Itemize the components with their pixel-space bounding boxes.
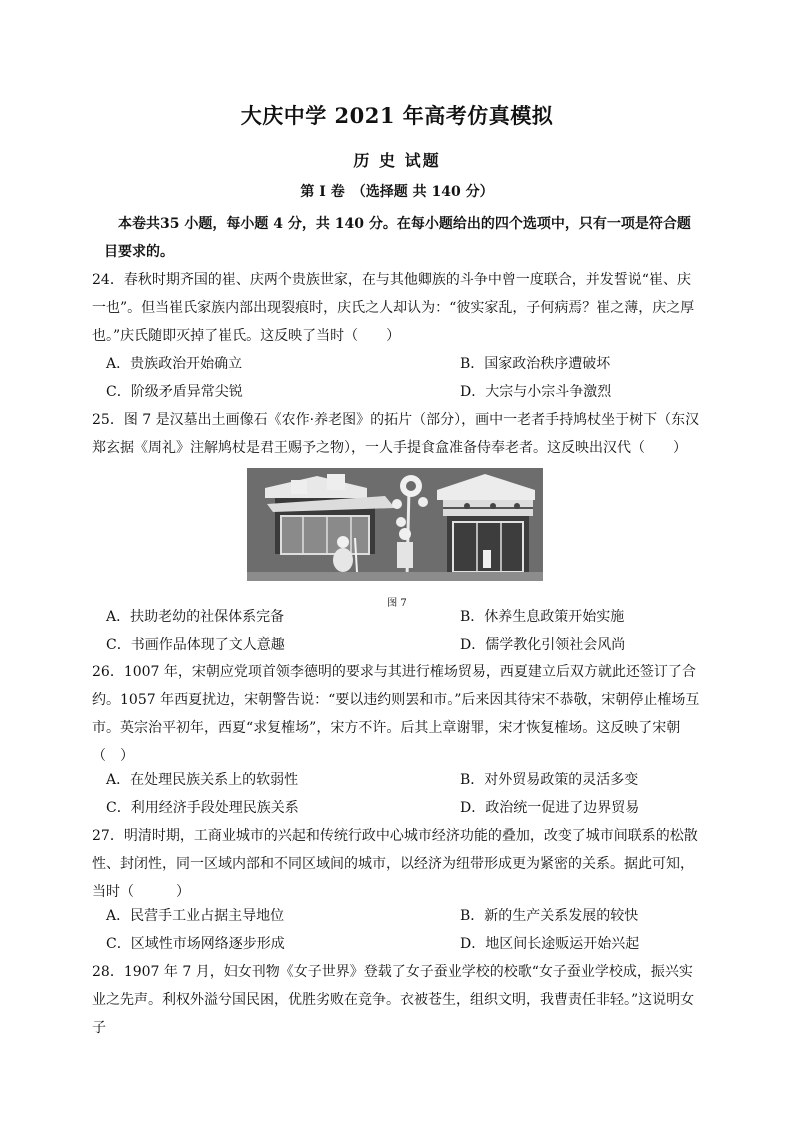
option-b[interactable]: B．新的生产关系发展的较快 — [460, 908, 639, 924]
option-c[interactable]: C．书画作品体现了文人意趣 — [106, 637, 285, 653]
question-24-stem: 24．春秋时期齐国的崔、庆两个贵族世家，在与其他卿族的斗争中曾一度联合，并发誓说“崔、庆一也”。但当崔氏家族内部出现裂痕时，庆氏之人却认为：“彼实家乱，子何病焉？崔之薄，庆之厚也。”庆氏随即灭掉了崔氏。这反映了当时（ ） — [92, 272, 695, 344]
option-b[interactable]: B．对外贸易政策的灵活多变 — [460, 772, 639, 788]
option-c[interactable]: C．区域性市场网络逐步形成 — [106, 936, 285, 952]
subject-title: 历 史 试题 — [353, 151, 441, 170]
option-a[interactable]: A．贵族政治开始确立 — [106, 356, 243, 372]
exam-title: 大庆中学 2021 年高考仿真模拟 — [240, 103, 554, 128]
question-26-options — [92, 766, 702, 822]
option-a[interactable]: A．扶助老幼的社保体系完备 — [106, 609, 285, 625]
options-row — [92, 794, 702, 822]
option-a[interactable]: A．民营手工业占据主导地位 — [106, 908, 285, 924]
options-row — [92, 930, 702, 958]
options-row — [92, 378, 702, 406]
option-d[interactable]: D．政治统一促进了边界贸易 — [460, 800, 640, 816]
question-27-options — [92, 902, 702, 958]
question-25-options — [92, 603, 702, 659]
option-d[interactable]: D．儒学教化引领社会风尚 — [460, 637, 626, 653]
question-25-stem: 25．图 7 是汉墓出土画像石《农作·养老图》的拓片（部分），画中一老者手持鸠杖坐于树下（东汉郑玄据《周礼》注解鸠杖是君王赐予之物），一人手提食盒准备侍奉老者。这反映出汉代（ ） — [92, 412, 700, 456]
question-24-options — [92, 350, 702, 406]
option-b[interactable]: B．国家政治秩序遭破坏 — [460, 356, 611, 372]
question-26-stem: 26．1007 年，宋朝应党项首领李德明的要求与其进行榷场贸易，西夏建立后双方就此还签订了合约。1057 年西夏扰边，宋朝警告说：“要以违约则罢和市。”后来因其待宋不恭敬，宋朝停止榷场互市。英宗治平初年，西夏“求复榷场”，宋方不许。后其上章谢罪，宋才恢复榷场。这反映了宋朝（ ） — [92, 664, 700, 764]
options-row — [92, 631, 702, 659]
option-b[interactable]: B．休养生息政策开始实施 — [460, 609, 625, 625]
figure-caption: 图 7 — [387, 598, 407, 609]
question-27-stem: 27．明清时期，工商业城市的兴起和传统行政中心城市经济功能的叠加，改变了城市间联系的松散性、封闭性，同一区域内部和不同区域间的城市，以经济为纽带形成更为紧密的关系。据此可知，当时（ ） — [92, 828, 698, 900]
option-c[interactable]: C．阶级矛盾异常尖锐 — [106, 384, 243, 400]
options-row — [92, 350, 702, 378]
instructions: 本卷共35 小题，每小题 4 分，共 140 分。在每小题给出的四个选项中，只有一项是符合题目要求的。 — [104, 216, 691, 260]
option-a[interactable]: A．在处理民族关系上的软弱性 — [106, 772, 299, 788]
options-row — [92, 766, 702, 794]
section-heading: 第 I 卷 （选择题 共 140 分） — [300, 184, 494, 200]
stone-relief-rubbing-image — [247, 468, 543, 581]
options-row — [92, 902, 702, 930]
options-row — [92, 603, 702, 631]
option-c[interactable]: C．利用经济手段处理民族关系 — [106, 800, 299, 816]
option-d[interactable]: D．地区间长途贩运开始兴起 — [460, 936, 640, 952]
option-d[interactable]: D．大宗与小宗斗争激烈 — [460, 384, 612, 400]
question-28-stem: 28．1907 年 7 月，妇女刊物《女子世界》登载了女子蚕业学校的校歌“女子蚕业学校成，振兴实业之先声。利权外溢兮国民困，优胜劣败在竞争。衣被苍生，组织文明，我曹责任非轻。”这说明女子 — [92, 964, 695, 1036]
